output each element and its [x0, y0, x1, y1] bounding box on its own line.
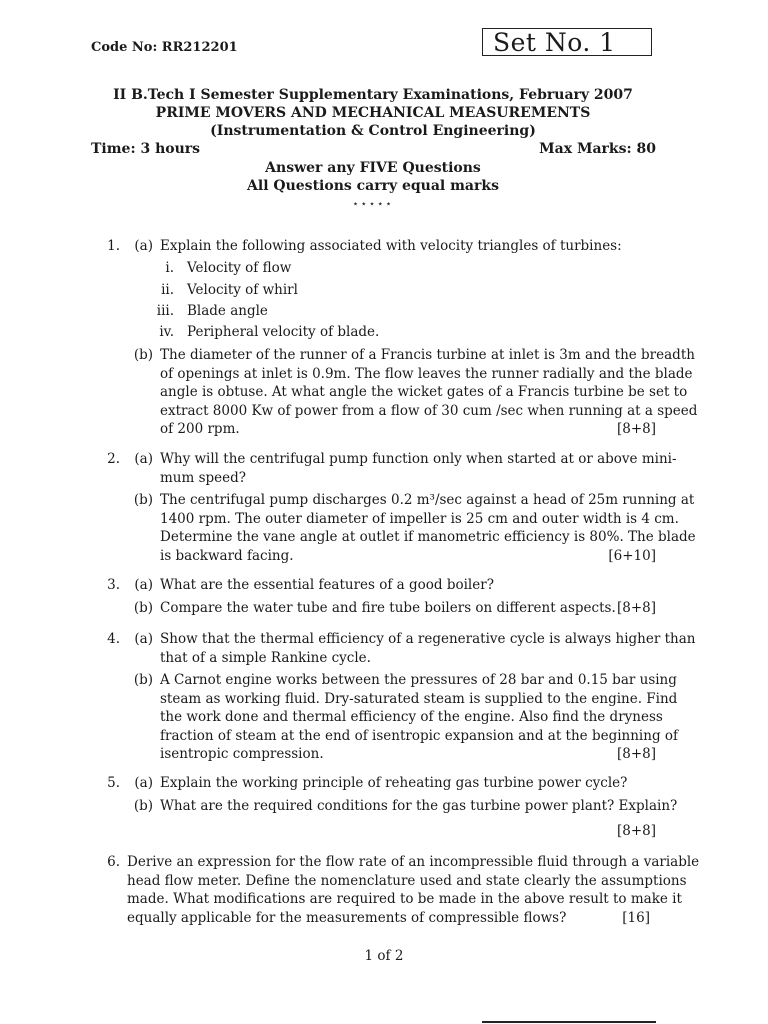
- part-a-label: (a): [134, 775, 153, 791]
- marks-allocation: [16]: [622, 909, 650, 926]
- marks-allocation: [8+8]: [616, 421, 656, 438]
- subject-title: PRIME MOVERS AND MECHANICAL MEASUREMENTS: [155, 105, 591, 121]
- part-b-line: angle is obtuse. At what angle the wicket gates of a Francis turbine be set to: [160, 384, 688, 401]
- subitem-label: i.: [165, 260, 174, 276]
- question-number: 3.: [107, 577, 120, 593]
- part-b-line: Determine the vane angle at outlet if manometric efficiency is 80%. The blade: [160, 529, 696, 546]
- marks-allocation: [8+8]: [616, 746, 656, 763]
- part-a-line: Show that the thermal efficiency of a regenerative cycle is always higher than: [160, 631, 696, 647]
- subitem-text: Blade angle: [187, 303, 268, 319]
- exam-title: II B.Tech I Semester Supplementary Examinations, February 2007: [113, 87, 633, 103]
- part-b-label: (b): [133, 798, 153, 814]
- subitem-text: Peripheral velocity of blade.: [187, 324, 380, 340]
- part-b-line: steam as working fluid. Dry-saturated steam is supplied to the engine. Find: [160, 690, 678, 707]
- marks-allocation: [8+8]: [616, 600, 656, 616]
- question-line: head flow meter. Define the nomenclature used and state clearly the assumptions: [127, 872, 687, 889]
- part-a-line: mum speed?: [160, 469, 247, 486]
- part-b-text: Compare the water tube and fire tube boilers on different aspects.: [160, 600, 616, 616]
- part-a-text: Explain the working principle of reheating gas turbine power cycle?: [160, 775, 628, 791]
- subitem-label: iv.: [159, 324, 174, 340]
- instruction-answer-five: Answer any FIVE Questions: [265, 160, 481, 176]
- instruction-equal-marks: All Questions carry equal marks: [247, 178, 499, 194]
- part-b-text: What are the required conditions for the gas turbine power plant? Explain?: [160, 798, 678, 814]
- question-line: equally applicable for the measurements of compressible flows?: [127, 909, 567, 926]
- exam-duration: Time: 3 hours: [91, 141, 201, 157]
- part-b-line: fraction of steam at the end of isentropic expansion and at the beginning of: [160, 727, 678, 744]
- code-number: Code No: RR212201: [91, 40, 238, 55]
- part-b-line: the work done and thermal efficiency of the engine. Also find the dryness: [160, 709, 663, 726]
- branch-title: (Instrumentation & Control Engineering): [210, 123, 536, 139]
- part-a-line: that of a simple Rankine cycle.: [160, 649, 371, 666]
- question-number: 1.: [107, 238, 120, 254]
- subitem-text: Velocity of whirl: [187, 282, 298, 298]
- part-a-label: (a): [134, 631, 153, 647]
- question-number: 5.: [107, 775, 120, 791]
- part-b-line: A Carnot engine works between the pressures of 28 bar and 0.15 bar using: [160, 672, 677, 688]
- marks-allocation: [8+8]: [616, 823, 656, 839]
- part-a-label: (a): [134, 577, 153, 593]
- part-b-line: of 200 rpm.: [160, 421, 240, 438]
- question-number: 2.: [107, 451, 120, 467]
- max-marks: Max Marks: 80: [539, 141, 656, 157]
- subitem-label: ii.: [161, 282, 174, 298]
- part-b-line: of openings at inlet is 0.9m. The flow leaves the runner radially and the blade: [160, 365, 693, 382]
- part-a-text: What are the essential features of a good boiler?: [160, 577, 494, 593]
- separator-stars: ⋆⋆⋆⋆⋆: [352, 199, 394, 210]
- question-number: 6.: [107, 854, 120, 870]
- part-b-line: is backward facing.: [160, 547, 294, 564]
- part-a-label: (a): [134, 451, 153, 467]
- bottom-rule: [482, 1021, 656, 1023]
- set-number-box: Set No. 1: [482, 28, 652, 56]
- part-a-line: Why will the centrifugal pump function only when started at or above mini-: [160, 451, 677, 467]
- part-b-line: extract 8000 Kw of power from a flow of 30 cum /sec when running at a speed: [160, 402, 698, 419]
- part-b-label: (b): [133, 492, 153, 508]
- part-a-label: (a): [134, 238, 153, 254]
- subitem-text: Velocity of flow: [187, 260, 292, 276]
- part-b-line: isentropic compression.: [160, 746, 324, 763]
- question-line: made. What modifications are required to be made in the above result to make it: [127, 891, 682, 908]
- part-b-label: (b): [133, 347, 153, 363]
- part-b-label: (b): [133, 600, 153, 616]
- question-number: 4.: [107, 631, 120, 647]
- part-b-line: The diameter of the runner of a Francis turbine at inlet is 3m and the breadth: [160, 347, 695, 363]
- page-number: 1 of 2: [364, 948, 404, 964]
- marks-allocation: [6+10]: [608, 547, 656, 564]
- subitem-label: iii.: [156, 303, 174, 319]
- part-a-text: Explain the following associated with velocity triangles of turbines:: [160, 238, 622, 254]
- question-line: Derive an expression for the flow rate of an incompressible fluid through a variable: [127, 854, 700, 870]
- part-b-line: 1400 rpm. The outer diameter of impeller is 25 cm and outer width is 4 cm.: [160, 510, 679, 527]
- part-b-label: (b): [133, 672, 153, 688]
- part-b-line: The centrifugal pump discharges 0.2 m³/sec against a head of 25m running at: [160, 492, 695, 508]
